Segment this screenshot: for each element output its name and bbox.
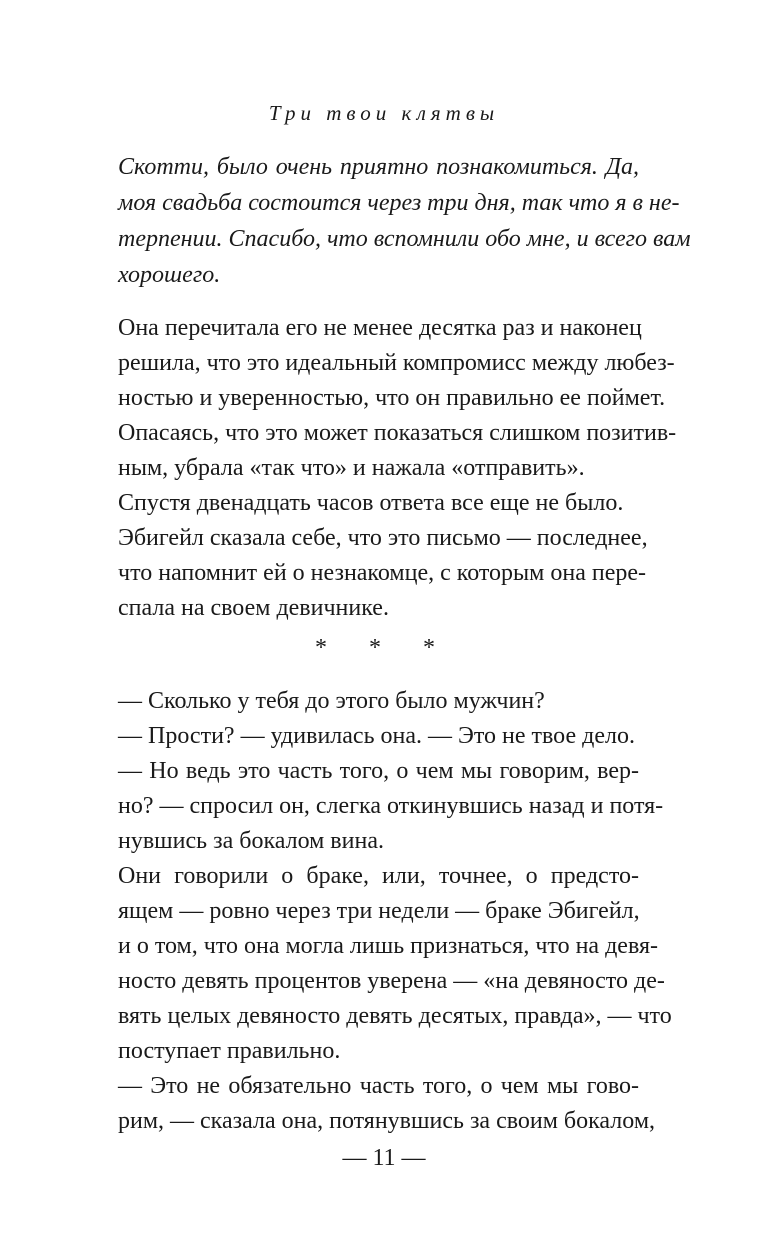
paragraph-line: решила, что это идеальный компромисс между любез- (118, 350, 675, 376)
dialogue-line: — Сколько у тебя до этого было мужчин? (118, 688, 545, 714)
paragraph-line: Опасаясь, что это может показаться слишком позитив- (118, 420, 677, 446)
letter-line: хорошего. (118, 262, 221, 288)
paragraph-line: ностью и уверенностью, что он правильно ее поймет. (118, 385, 666, 411)
letter-line: моя свадьба состоится через три дня, так что я в не- (118, 190, 680, 216)
paragraph-line: поступает правильно. (118, 1038, 341, 1064)
dialogue-line: — Прости? — удивилась она. — Это не твое дело. (118, 723, 635, 749)
paragraph-line: ящем — ровно через три недели — браке Эбигейл, (118, 898, 640, 924)
letter-line: Скотти, было очень приятно познакомиться. Да, (118, 154, 639, 180)
paragraph-line: что напомнит ей о незнакомце, с которым она пере- (118, 560, 646, 586)
dialogue-line: — Это не обязательно часть того, о чем мы гово- (118, 1073, 639, 1099)
paragraph-line: спала на своем девичнике. (118, 595, 389, 621)
paragraph-line: ным, убрала «так что» и нажала «отправить». (118, 455, 585, 481)
dialogue-line: — Но ведь это часть того, о чем мы говорим, вер- (118, 758, 639, 784)
dialogue-line: нувшись за бокалом вина. (118, 828, 384, 854)
paragraph-line: вять целых девяносто девять десятых, правда», — что (118, 1003, 672, 1029)
paragraph-line: Эбигейл сказала себе, что это письмо — последнее, (118, 525, 648, 551)
paragraph-line: носто девять процентов уверена — «на девяносто де- (118, 968, 665, 994)
dialogue-line: но? — спросил он, слегка откинувшись назад и потя- (118, 793, 664, 819)
page-number: — 11 — (342, 1145, 426, 1171)
paragraph-line: Спустя двенадцать часов ответа все еще не было. (118, 490, 624, 516)
paragraph-line: Они говорили о браке, или, точнее, о предсто- (118, 863, 639, 889)
paragraph-line: Она перечитала его не менее десятка раз и наконец (118, 315, 642, 341)
running-head: Три твои клятвы (268, 101, 500, 125)
paragraph-line: и о том, что она могла лишь признаться, что на девя- (118, 933, 658, 959)
section-break: * * * (315, 635, 453, 661)
letter-line: терпении. Спасибо, что вспомнили обо мне, и всего вам (118, 226, 691, 252)
dialogue-line: рим, — сказала она, потянувшись за своим бокалом, (118, 1108, 655, 1134)
